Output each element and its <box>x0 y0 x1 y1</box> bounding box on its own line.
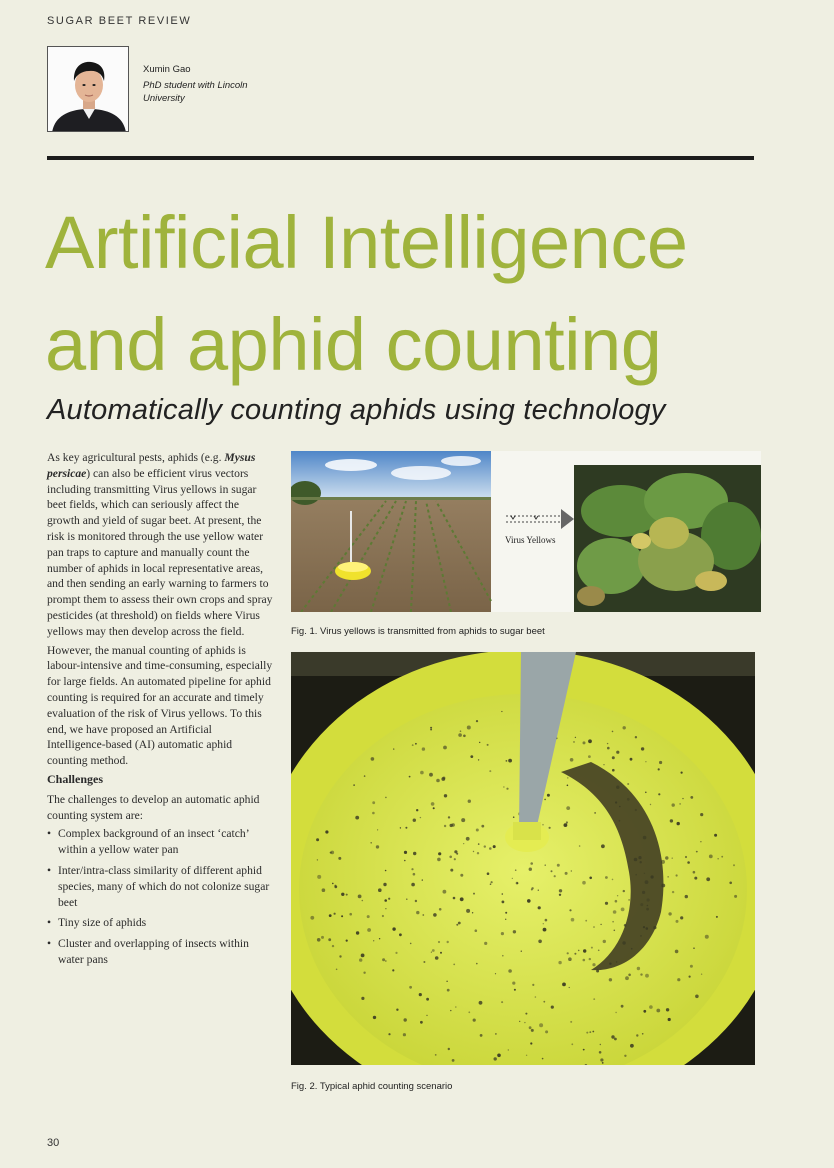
species-name: Mysus persicae <box>47 451 256 480</box>
challenges-intro: The challenges to develop an automatic aphid counting system are: <box>47 792 260 822</box>
p1-start: As key agricultural pests, aphids (e.g. <box>47 451 225 464</box>
page-number: 30 <box>47 1137 60 1149</box>
article-title <box>45 192 805 396</box>
challenge-item: • Tiny size of aphids <box>47 915 273 931</box>
paragraph-1 <box>47 450 273 640</box>
figure-1 <box>291 451 761 612</box>
header-rule <box>47 156 754 160</box>
challenges-heading: Challenges <box>47 771 104 786</box>
figure-2-caption: Fig. 2. Typical aphid counting scenario <box>291 1081 453 1092</box>
challenge-item: • Inter/intra-class similarity of different aphid species, many of which do not colonize sugar beet <box>47 863 273 910</box>
author-role: PhD student with Lincoln University <box>143 80 248 104</box>
title-line-1: Artificial Intelligence <box>45 201 688 284</box>
sugar-beet-photo <box>574 465 761 612</box>
challenge-item: • Cluster and overlapping of insects within water pans <box>47 936 273 968</box>
figure-1-caption: Fig. 1. Virus yellows is transmitted from aphids to sugar beet <box>291 626 545 637</box>
article-body <box>47 450 273 973</box>
p1-end: ) can also be efficient virus vectors including transmitting Virus yellows in sugar beet fields, which can seriously affect the growth and yield of sugar beet. At present, the risk is monitored through the use yellow water pan traps to capture and manually count the number of aphids in local representative areas, and then sending an early warning to farmers to prompt them to assess their own crops and spray pesticides (at threshold) on fields where Virus yellows may then develop across the field. <box>47 466 273 638</box>
paragraph-2: However, the manual counting of aphids is labour-intensive and time-consuming, especially for large fields. An automated pipeline for aphid counting is required for an accurate and timely evaluation of the risk of Virus yellows. To this end, we have proposed an Artificial Intelligence-based (AI) automatic aphid counting method. <box>47 643 273 768</box>
title-line-2: and aphid counting <box>45 303 662 386</box>
challenge-item: • Complex background of an insect ‘catch’ within a yellow water pan <box>47 826 273 858</box>
article-subtitle: Automatically counting aphids using technology <box>47 394 666 426</box>
author-photo <box>47 46 129 132</box>
field-photo <box>291 451 491 612</box>
challenges-list <box>47 826 273 967</box>
author-name: Xumin Gao <box>143 64 191 75</box>
virus-yellows-label: Virus Yellows <box>505 535 556 545</box>
section-label: SUGAR BEET REVIEW <box>47 15 192 27</box>
figure-2 <box>291 652 755 1065</box>
virus-arrow <box>505 509 574 545</box>
